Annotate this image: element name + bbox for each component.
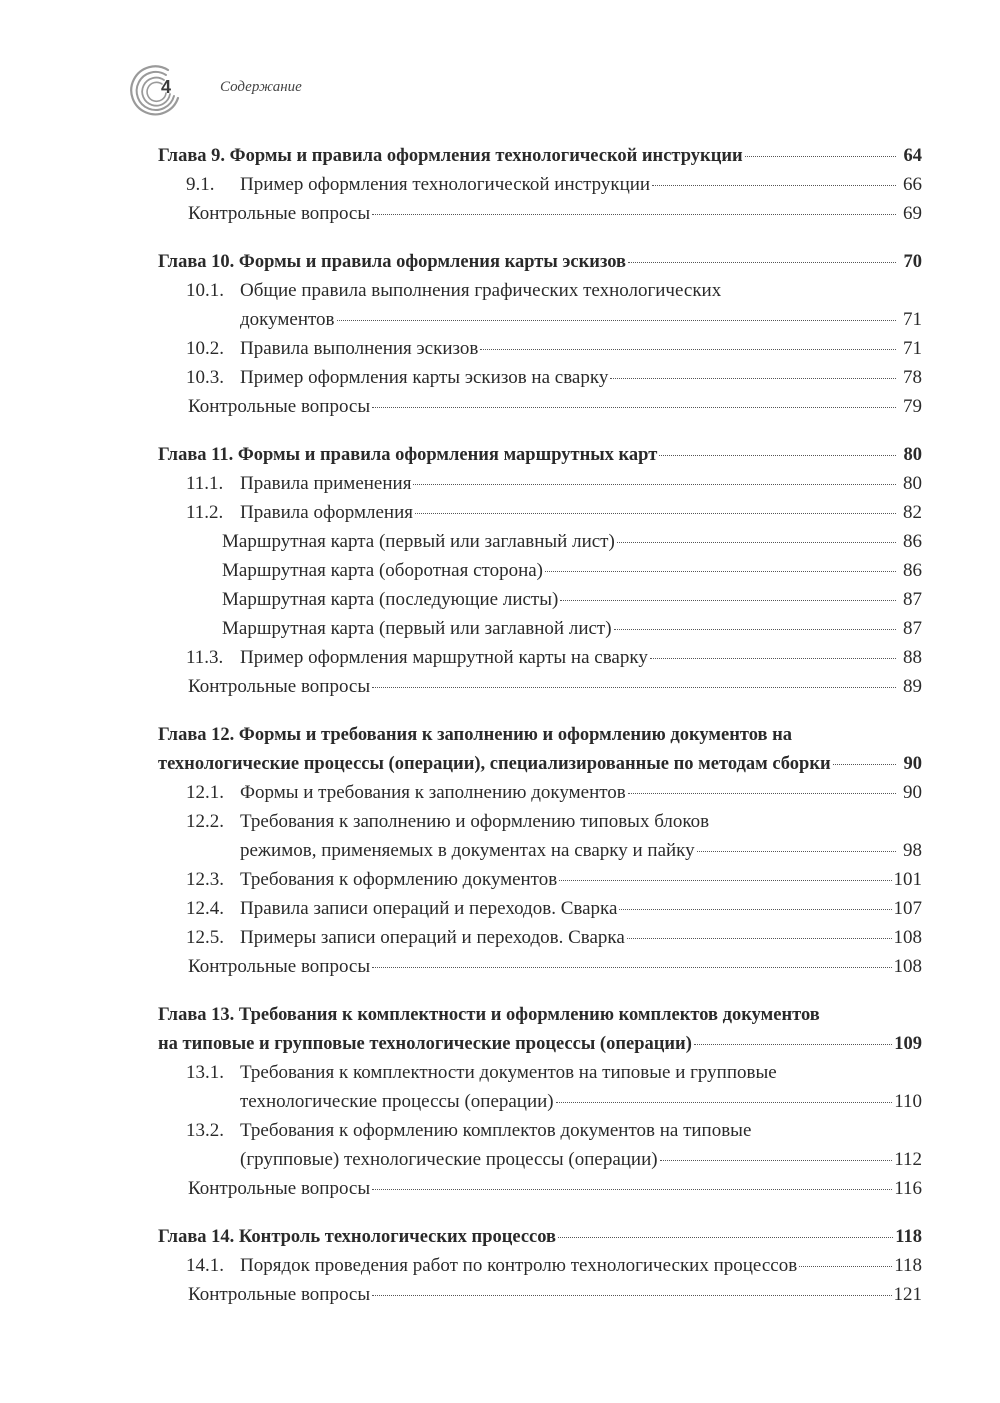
toc-entry-row (0, 673, 1000, 701)
dot-leader (694, 1044, 892, 1045)
toc-entry-row (0, 808, 1000, 836)
dot-leader (833, 764, 896, 765)
toc-entry-row (0, 586, 1000, 614)
toc-entry-title: Маршрутная карта (первый или заглавной лист) (222, 618, 612, 639)
toc-section-number: 9.1. (186, 174, 215, 195)
toc-page-number: 89 (903, 676, 922, 697)
toc-entry-row (0, 924, 1000, 952)
toc-page-number: 116 (894, 1178, 922, 1199)
toc-page-number: 112 (894, 1149, 922, 1170)
dot-leader (610, 378, 896, 379)
toc-entry-title: (групповые) технологические процессы (операции) (240, 1149, 658, 1170)
toc-page-number: 108 (893, 956, 922, 977)
toc-entry-row (0, 1059, 1000, 1087)
toc-entry-row (0, 393, 1000, 421)
toc-section-number: 12.5. (186, 927, 224, 948)
toc-entry-title: Правила записи операций и переходов. Сварка (240, 898, 618, 919)
toc-chapter-row (0, 750, 1000, 778)
toc-entry-row (0, 779, 1000, 807)
toc-entry-row (0, 837, 1000, 865)
toc-entry-title: Формы и требования к заполнению документов (240, 782, 626, 803)
toc-entry-title: Правила выполнения эскизов (240, 338, 479, 359)
toc-chapter-row (0, 721, 1000, 749)
dot-leader (372, 214, 896, 215)
dot-leader (372, 1189, 892, 1190)
toc-page-number: 66 (903, 174, 922, 195)
toc-page-number: 79 (903, 396, 922, 417)
toc-entry-title: технологические процессы (операции) (240, 1091, 554, 1112)
toc-entry-row (0, 1175, 1000, 1203)
dot-leader (650, 658, 896, 659)
toc-page-number: 98 (903, 840, 922, 861)
toc-chapter-title: Глава 12. Формы и требования к заполнению и оформлению документов на (158, 725, 793, 745)
toc-page-number: 70 (903, 252, 922, 272)
toc-entry-row (0, 953, 1000, 981)
toc-chapter-row (0, 1223, 1000, 1251)
toc-entry-title: Контрольные вопросы (188, 396, 371, 417)
toc-entry-title: Правила оформления (240, 502, 413, 523)
toc-entry-row (0, 644, 1000, 672)
dot-leader (628, 793, 896, 794)
toc-page-number: 71 (903, 309, 922, 330)
toc-entry-row (0, 306, 1000, 334)
toc-entry-title: Контрольные вопросы (188, 956, 371, 977)
toc-page-number: 101 (893, 869, 922, 890)
toc-chapter-title: Глава 14. Контроль технологических процессов (158, 1227, 557, 1247)
toc-chapter-row (0, 441, 1000, 469)
toc-entry-title: Маршрутная карта (последующие листы) (222, 589, 559, 610)
toc-page-number: 90 (903, 754, 922, 774)
toc-chapter-row (0, 1030, 1000, 1058)
dot-leader (560, 600, 896, 601)
toc-chapter-row (0, 142, 1000, 170)
toc-page-number: 80 (903, 445, 922, 465)
dot-leader (556, 1102, 893, 1103)
toc-page-number: 118 (895, 1227, 922, 1247)
dot-leader (372, 1295, 891, 1296)
toc-page-number: 121 (893, 1284, 922, 1305)
toc-entry-row (0, 895, 1000, 923)
toc-page-number: 87 (903, 589, 922, 610)
toc-chapter-title: на типовые и групповые технологические процессы (операции) (158, 1034, 692, 1054)
toc-entry-row (0, 364, 1000, 392)
toc-chapter-title: Глава 11. Формы и правила оформления маршрутных карт (158, 445, 658, 465)
toc-entry-title: Требования к оформлению комплектов документов на типовые (240, 1120, 752, 1141)
toc-chapter-title: технологические процессы (операции), специализированные по методам сборки (158, 754, 831, 774)
toc-section-number: 12.3. (186, 869, 224, 890)
toc-entry-title: Требования к комплектности документов на типовые и групповые (240, 1062, 777, 1083)
toc-entry-title: Правила применения (240, 473, 412, 494)
dot-leader (413, 484, 896, 485)
dot-leader (415, 513, 896, 514)
toc-entry-title: Требования к оформлению документов (240, 869, 558, 890)
toc-page-number: 110 (894, 1091, 922, 1112)
dot-leader (627, 938, 892, 939)
running-head-title: Содержание (220, 79, 302, 95)
toc-entry-row (0, 335, 1000, 363)
toc-section-number: 13.1. (186, 1062, 224, 1083)
dot-leader (372, 407, 896, 408)
toc-entry-row (0, 470, 1000, 498)
toc-page-number: 82 (903, 502, 922, 523)
dot-leader (372, 687, 896, 688)
toc-chapter-row (0, 248, 1000, 276)
dot-leader (619, 909, 891, 910)
toc-section-number: 11.1. (186, 473, 224, 494)
toc-section-number: 10.2. (186, 338, 224, 359)
toc-section-number: 10.3. (186, 367, 224, 388)
toc-page-number: 108 (893, 927, 922, 948)
dot-leader (652, 185, 896, 186)
toc-entry-title: Контрольные вопросы (188, 203, 371, 224)
toc-page-number: 86 (903, 531, 922, 552)
toc-entry-row (0, 615, 1000, 643)
dot-leader (660, 1160, 893, 1161)
dot-leader (659, 455, 896, 456)
page-number: 4 (161, 77, 172, 97)
toc-entry-title: Контрольные вопросы (188, 1178, 371, 1199)
toc-entry-title: Общие правила выполнения графических технологических (240, 280, 722, 301)
toc-section-number: 12.4. (186, 898, 224, 919)
toc-page-number: 88 (903, 647, 922, 668)
dot-leader (697, 851, 896, 852)
toc-page-number: 90 (903, 782, 922, 803)
page-header (128, 62, 428, 118)
dot-leader (559, 880, 891, 881)
toc-chapter-row (0, 1001, 1000, 1029)
dot-leader (628, 262, 896, 263)
toc-entry-row (0, 1146, 1000, 1174)
dot-leader (372, 967, 891, 968)
toc-entry-title: Контрольные вопросы (188, 676, 371, 697)
toc-entry-title: режимов, применяемых в документах на сварку и пайку (240, 840, 695, 861)
toc-entry-title: Пример оформления технологической инструкции (240, 174, 651, 195)
toc-entry-title: Пример оформления карты эскизов на сварку (240, 367, 609, 388)
toc-entry-row (0, 866, 1000, 894)
toc-entry-row (0, 1117, 1000, 1145)
dot-leader (545, 571, 896, 572)
toc-entry-row (0, 1088, 1000, 1116)
toc-page-number: 64 (903, 146, 922, 166)
dot-leader (799, 1266, 892, 1267)
toc-chapter-title: Глава 13. Требования к комплектности и оформлению комплектов документов (158, 1005, 820, 1025)
toc-entry-title: Пример оформления маршрутной карты на сварку (240, 647, 648, 668)
toc-section-number: 14.1. (186, 1255, 224, 1276)
toc-entry-row (0, 528, 1000, 556)
toc-entry-title: Примеры записи операций и переходов. Сварка (240, 927, 625, 948)
dot-leader (614, 629, 896, 630)
dot-leader (745, 156, 896, 157)
toc-entry-title: Контрольные вопросы (188, 1284, 371, 1305)
toc-section-number: 11.2. (186, 502, 224, 523)
toc-chapter-title: Глава 10. Формы и правила оформления карты эскизов (158, 252, 627, 272)
toc-chapter-title: Глава 9. Формы и правила оформления технологической инструкции (158, 146, 743, 166)
toc-entry-row (0, 277, 1000, 305)
spiral-logo-icon (128, 62, 184, 118)
toc-entry-title: Маршрутная карта (оборотная сторона) (222, 560, 543, 581)
dot-leader (617, 542, 896, 543)
toc-page-number: 107 (893, 898, 922, 919)
toc-page-number: 87 (903, 618, 922, 639)
toc-entry-title: Порядок проведения работ по контролю технологических процессов (240, 1255, 798, 1276)
toc-section-number: 13.2. (186, 1120, 224, 1141)
toc-section-number: 12.1. (186, 782, 224, 803)
toc-section-number: 11.3. (186, 647, 224, 668)
toc-page-number: 109 (894, 1034, 922, 1054)
toc-entry-row (0, 200, 1000, 228)
toc-entry-row (0, 171, 1000, 199)
toc-page-number: 80 (903, 473, 922, 494)
toc-page-number: 69 (903, 203, 922, 224)
toc-page-number: 86 (903, 560, 922, 581)
toc-section-number: 12.2. (186, 811, 224, 832)
toc-entry-title: Маршрутная карта (первый или заглавный лист) (222, 531, 615, 552)
toc-entry-row (0, 1281, 1000, 1309)
dot-leader (558, 1237, 893, 1238)
dot-leader (480, 349, 896, 350)
toc-entry-row (0, 1252, 1000, 1280)
toc-section-number: 10.1. (186, 280, 224, 301)
toc-page-number: 71 (903, 338, 922, 359)
dot-leader (337, 320, 896, 321)
toc-page-number: 78 (903, 367, 922, 388)
toc-entry-title: документов (240, 309, 335, 330)
toc-page-number: 118 (894, 1255, 922, 1276)
toc-entry-title: Требования к заполнению и оформлению типовых блоков (240, 811, 710, 832)
toc-entry-row (0, 499, 1000, 527)
toc-entry-row (0, 557, 1000, 585)
